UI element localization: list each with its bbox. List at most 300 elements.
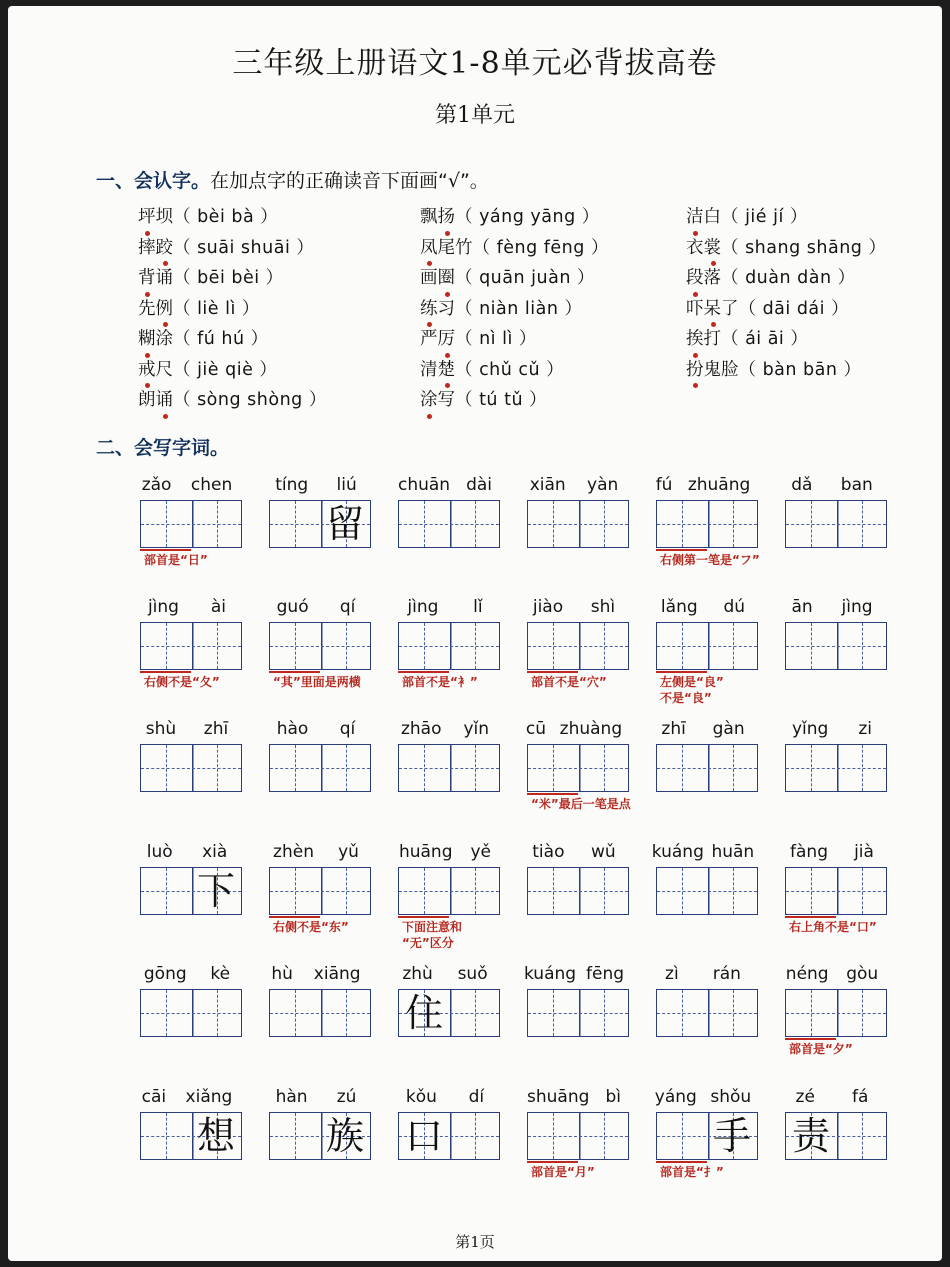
- word-item: [390, 961, 500, 1081]
- hint-note: [144, 552, 208, 568]
- pinyin-syllable: dài: [466, 475, 492, 495]
- word-item: [648, 839, 758, 959]
- writing-box[interactable]: [657, 623, 707, 668]
- pinyin-syllable: zhāo: [400, 719, 442, 739]
- writing-box[interactable]: [191, 1113, 241, 1158]
- pinyin-syllable: jìng: [841, 597, 873, 617]
- hint-line: “米”最后一笔是点: [531, 797, 631, 811]
- writing-box-pair[interactable]: [785, 622, 887, 670]
- writing-box[interactable]: [141, 745, 191, 790]
- hint-underline: [656, 671, 707, 673]
- writing-box[interactable]: [786, 623, 836, 668]
- pinyin-options[interactable]: （ fèng fēng ）: [472, 237, 609, 258]
- writing-box[interactable]: [657, 1113, 707, 1158]
- word-item: [132, 472, 242, 592]
- hint-underline: [656, 1161, 707, 1163]
- pinyin-syllable: xià: [202, 842, 228, 862]
- writing-box[interactable]: [270, 501, 320, 546]
- writing-row: [132, 716, 902, 836]
- writing-box[interactable]: [528, 745, 578, 790]
- pinyin-syllable: shì: [590, 597, 616, 617]
- given-character: 口: [404, 1113, 443, 1158]
- pinyin-options[interactable]: （ tú tǔ ）: [455, 390, 548, 410]
- pinyin-label: [648, 839, 758, 865]
- pinyin-syllable: hù: [271, 964, 293, 984]
- reading-item: [138, 324, 327, 355]
- pinyin-syllable: zhù: [402, 964, 433, 984]
- writing-box[interactable]: [399, 745, 449, 790]
- section-2-heading: [96, 433, 229, 460]
- writing-box-pair[interactable]: [398, 1112, 500, 1160]
- pinyin-options[interactable]: （ suāi shuāi ）: [173, 237, 315, 258]
- word-item: [261, 961, 371, 1081]
- writing-box[interactable]: [191, 990, 241, 1035]
- writing-box[interactable]: [836, 623, 886, 668]
- hint-underline: [785, 1038, 836, 1040]
- word-item: [390, 472, 500, 592]
- reading-word: 吓呆了: [686, 294, 739, 325]
- writing-box[interactable]: [320, 745, 370, 790]
- reading-item: [420, 385, 609, 416]
- writing-box[interactable]: [449, 868, 499, 913]
- pinyin-syllable: huān: [711, 842, 755, 862]
- word-item: [519, 594, 629, 714]
- writing-box-pair[interactable]: [398, 744, 500, 792]
- hint-line: 右侧不是“东”: [273, 920, 349, 934]
- writing-row: [132, 961, 902, 1081]
- hint-underline: [785, 916, 836, 918]
- writing-box[interactable]: [707, 990, 757, 1035]
- writing-box[interactable]: [578, 745, 628, 790]
- word-item: [777, 961, 887, 1081]
- writing-box[interactable]: [786, 745, 836, 790]
- writing-box[interactable]: [141, 501, 191, 546]
- reading-word: 先例: [138, 294, 173, 325]
- writing-row: [132, 594, 902, 714]
- word-item: [390, 716, 500, 836]
- hint-note: [531, 796, 631, 812]
- pinyin-label: [648, 472, 758, 498]
- word-item: [777, 839, 887, 959]
- reading-word: 摔跤: [138, 233, 173, 264]
- writing-box[interactable]: [578, 623, 628, 668]
- writing-box-pair[interactable]: [269, 867, 371, 915]
- pinyin-label: [390, 961, 500, 987]
- word-item: [519, 961, 629, 1081]
- hint-underline: [656, 549, 707, 551]
- hint-note: [660, 674, 724, 706]
- writing-box[interactable]: [786, 1113, 836, 1158]
- pinyin-syllable: luò: [146, 842, 173, 862]
- writing-box[interactable]: [270, 1113, 320, 1158]
- word-item: [132, 1084, 242, 1204]
- pinyin-syllable: shǒu: [710, 1087, 752, 1107]
- writing-box-pair[interactable]: [398, 622, 500, 670]
- writing-box-pair[interactable]: [140, 744, 242, 792]
- writing-box[interactable]: [528, 623, 578, 668]
- pinyin-options[interactable]: （ dāi dái ）: [738, 298, 850, 319]
- writing-box[interactable]: [707, 623, 757, 668]
- pinyin-label: [648, 1084, 758, 1110]
- pinyin-syllable: yáng: [654, 1087, 697, 1107]
- writing-box-pair[interactable]: [656, 989, 758, 1037]
- pinyin-options[interactable]: （ chǔ cǔ ）: [455, 359, 565, 380]
- pinyin-syllable: lǐ: [473, 597, 483, 617]
- writing-box[interactable]: [707, 745, 757, 790]
- writing-box[interactable]: [191, 623, 241, 668]
- writing-box-pair[interactable]: [656, 1112, 758, 1160]
- writing-box[interactable]: [707, 868, 757, 913]
- reading-word: 衣裳: [686, 233, 721, 264]
- emphasis-dot-icon: [163, 414, 168, 419]
- pinyin-syllable: huāng: [398, 842, 453, 862]
- pinyin-syllable: dú: [723, 597, 746, 617]
- pinyin-syllable: zì: [665, 964, 679, 984]
- pinyin-syllable: guó: [276, 597, 309, 617]
- writing-box[interactable]: [191, 501, 241, 546]
- pinyin-label: [777, 1084, 887, 1110]
- pinyin-options[interactable]: （ quān juàn ）: [455, 268, 595, 288]
- writing-box[interactable]: [786, 501, 836, 546]
- word-item: [132, 716, 242, 836]
- pinyin-options[interactable]: （ jiè qiè ）: [173, 359, 278, 380]
- hint-underline: [269, 671, 320, 673]
- hint-note: [273, 919, 349, 935]
- writing-box-pair[interactable]: [140, 1112, 242, 1160]
- pinyin-syllable: lǎng: [660, 597, 698, 617]
- writing-box[interactable]: [270, 868, 320, 913]
- writing-box[interactable]: [399, 1113, 449, 1158]
- writing-box-pair[interactable]: [269, 1112, 371, 1160]
- pinyin-label: [648, 961, 758, 987]
- writing-box[interactable]: [141, 623, 191, 668]
- reading-item: [138, 263, 327, 294]
- writing-box[interactable]: [836, 501, 886, 546]
- writing-box[interactable]: [320, 1113, 370, 1158]
- pinyin-label: [390, 472, 500, 498]
- writing-box-pair[interactable]: [527, 744, 629, 792]
- writing-box[interactable]: [320, 501, 370, 546]
- writing-box-pair[interactable]: [785, 867, 887, 915]
- worksheet-title: 三年级上册语文1-8单元必背拔高卷: [232, 46, 718, 81]
- writing-box-pair[interactable]: [785, 500, 887, 548]
- pinyin-syllable: yǐng: [791, 719, 829, 739]
- writing-box[interactable]: [657, 745, 707, 790]
- writing-box[interactable]: [191, 745, 241, 790]
- writing-box-pair[interactable]: [785, 744, 887, 792]
- pinyin-options[interactable]: （ niàn liàn ）: [455, 298, 583, 319]
- writing-box-pair[interactable]: [527, 867, 629, 915]
- pinyin-syllable: zi: [858, 719, 872, 739]
- word-item: [390, 1084, 500, 1204]
- reading-item: [420, 294, 609, 325]
- pinyin-syllable: chen: [190, 475, 233, 495]
- word-item: [777, 716, 887, 836]
- pinyin-options[interactable]: （ nì lì ）: [455, 329, 537, 349]
- pinyin-options[interactable]: （ sòng shòng ）: [173, 390, 327, 410]
- reading-item: [686, 202, 886, 233]
- pinyin-syllable: xiāng: [313, 964, 361, 984]
- writing-box[interactable]: [578, 990, 628, 1035]
- word-item: [519, 716, 629, 836]
- pinyin-label: [132, 1084, 242, 1110]
- writing-box[interactable]: [786, 868, 836, 913]
- writing-box-pair[interactable]: [269, 744, 371, 792]
- hint-line: “其”里面是两横: [273, 675, 361, 689]
- pinyin-options[interactable]: （ bàn bān ）: [738, 359, 862, 380]
- pinyin-options[interactable]: （ ái āi ）: [721, 329, 809, 349]
- writing-box[interactable]: [707, 501, 757, 546]
- pinyin-label: [390, 716, 500, 742]
- pinyin-label: [519, 716, 629, 742]
- pinyin-syllable: yě: [470, 842, 491, 862]
- hint-underline: [398, 916, 449, 918]
- word-item: [519, 839, 629, 959]
- given-character: 下: [196, 868, 235, 913]
- reading-column-2: [420, 202, 609, 416]
- writing-box-pair[interactable]: [527, 989, 629, 1037]
- hint-note: [402, 919, 462, 951]
- section-1-instruction: 在加点字的正确读音下面画“√”。: [210, 170, 489, 192]
- given-character: 族: [325, 1113, 364, 1158]
- writing-box-pair[interactable]: [656, 867, 758, 915]
- given-character: 留: [325, 501, 364, 546]
- writing-box-pair[interactable]: [140, 500, 242, 548]
- hint-note: [789, 1041, 853, 1057]
- word-item: [777, 594, 887, 714]
- reading-item: [686, 233, 886, 264]
- word-item: [132, 839, 242, 959]
- writing-box[interactable]: [399, 501, 449, 546]
- writing-box-pair[interactable]: [656, 744, 758, 792]
- reading-word: 洁白: [686, 202, 721, 233]
- writing-box[interactable]: [399, 990, 449, 1035]
- pinyin-syllable: zǎo: [141, 475, 172, 495]
- hint-underline: [140, 549, 191, 551]
- writing-box[interactable]: [707, 1113, 757, 1158]
- word-item: [261, 1084, 371, 1204]
- hint-note: [531, 674, 607, 690]
- pinyin-label: [648, 716, 758, 742]
- pinyin-options[interactable]: （ bèi bà ）: [173, 207, 279, 227]
- writing-box[interactable]: [320, 868, 370, 913]
- pinyin-label: [261, 594, 371, 620]
- pinyin-syllable: zé: [795, 1087, 815, 1107]
- hint-note: [273, 674, 361, 690]
- writing-box-pair[interactable]: [656, 500, 758, 548]
- given-character: 想: [196, 1113, 235, 1158]
- reading-word: 朗诵: [138, 385, 173, 416]
- pinyin-label: [390, 839, 500, 865]
- writing-box-pair[interactable]: [269, 500, 371, 548]
- reading-table: [138, 202, 898, 422]
- writing-box[interactable]: [270, 623, 320, 668]
- pinyin-syllable: cū: [525, 719, 546, 739]
- writing-box-pair[interactable]: [269, 622, 371, 670]
- pinyin-syllable: yǐn: [463, 719, 490, 739]
- writing-box[interactable]: [399, 623, 449, 668]
- pinyin-syllable: gàn: [712, 719, 745, 739]
- hint-note: [789, 919, 877, 935]
- writing-box[interactable]: [449, 990, 499, 1035]
- writing-box[interactable]: [657, 990, 707, 1035]
- pinyin-syllable: qí: [339, 597, 356, 617]
- writing-box[interactable]: [528, 868, 578, 913]
- pinyin-syllable: zhuāng: [687, 475, 751, 495]
- pinyin-syllable: wǔ: [591, 842, 616, 862]
- pinyin-syllable: kè: [210, 964, 231, 984]
- hint-line: 部首是“夕”: [789, 1042, 853, 1056]
- reading-word: 清楚: [420, 355, 455, 386]
- writing-box[interactable]: [836, 868, 886, 913]
- word-item: [519, 472, 629, 592]
- pinyin-syllable: gòu: [846, 964, 879, 984]
- writing-box-pair[interactable]: [527, 1112, 629, 1160]
- pinyin-syllable: qí: [339, 719, 356, 739]
- writing-box[interactable]: [578, 868, 628, 913]
- writing-box[interactable]: [528, 501, 578, 546]
- writing-box[interactable]: [320, 623, 370, 668]
- writing-box[interactable]: [270, 990, 320, 1035]
- pinyin-label: [519, 961, 629, 987]
- pinyin-syllable: jìng: [407, 597, 439, 617]
- hint-note: [402, 674, 478, 690]
- unit-heading: 第1单元: [435, 103, 515, 128]
- writing-box[interactable]: [449, 1113, 499, 1158]
- pinyin-options[interactable]: （ shang shāng ）: [721, 237, 887, 258]
- reading-word: 糊涂: [138, 324, 173, 355]
- writing-box[interactable]: [528, 990, 578, 1035]
- pinyin-syllable: rán: [712, 964, 741, 984]
- pinyin-label: [132, 594, 242, 620]
- pinyin-syllable: suǒ: [457, 964, 488, 984]
- writing-box-pair[interactable]: [140, 989, 242, 1037]
- reading-word: 扮鬼脸: [686, 355, 739, 386]
- hint-line: 部首是“月”: [531, 1165, 595, 1179]
- hint-line: 不是“良”: [660, 691, 712, 705]
- reading-item: [138, 233, 327, 264]
- reading-item: [686, 324, 886, 355]
- pinyin-syllable: hào: [276, 719, 309, 739]
- writing-box-pair[interactable]: [140, 622, 242, 670]
- pinyin-syllable: kuáng: [523, 964, 577, 984]
- writing-box[interactable]: [141, 1113, 191, 1158]
- writing-box[interactable]: [449, 501, 499, 546]
- writing-box[interactable]: [399, 868, 449, 913]
- writing-box[interactable]: [449, 623, 499, 668]
- pinyin-syllable: jìng: [147, 597, 179, 617]
- pinyin-syllable: cāi: [141, 1087, 167, 1107]
- writing-box[interactable]: [528, 1113, 578, 1158]
- writing-box-pair[interactable]: [527, 500, 629, 548]
- writing-box[interactable]: [786, 990, 836, 1035]
- writing-box[interactable]: [836, 745, 886, 790]
- writing-box[interactable]: [836, 1113, 886, 1158]
- word-item: [132, 961, 242, 1081]
- pinyin-syllable: fú: [655, 475, 673, 495]
- reading-word: 凤尾竹: [420, 233, 473, 264]
- writing-box[interactable]: [578, 1113, 628, 1158]
- pinyin-label: [132, 472, 242, 498]
- reading-item: [138, 385, 327, 416]
- pinyin-label: [777, 839, 887, 865]
- pinyin-options[interactable]: （ duàn dàn ）: [721, 268, 856, 288]
- pinyin-syllable: hàn: [275, 1087, 308, 1107]
- writing-box[interactable]: [270, 745, 320, 790]
- writing-box[interactable]: [141, 990, 191, 1035]
- writing-box-pair[interactable]: [398, 867, 500, 915]
- pinyin-syllable: shuāng: [527, 1087, 590, 1107]
- pinyin-label: [390, 1084, 500, 1110]
- writing-box[interactable]: [836, 990, 886, 1035]
- writing-row: [132, 839, 902, 959]
- writing-box-pair[interactable]: [527, 622, 629, 670]
- pinyin-label: [261, 839, 371, 865]
- pinyin-options[interactable]: （ bēi bèi ）: [173, 268, 284, 288]
- writing-box[interactable]: [449, 745, 499, 790]
- section-1-label: 一、会认字。: [96, 170, 211, 192]
- pinyin-syllable: ān: [791, 597, 813, 617]
- writing-box-pair[interactable]: [398, 500, 500, 548]
- pinyin-label: [519, 472, 629, 498]
- writing-box-pair[interactable]: [398, 989, 500, 1037]
- writing-box[interactable]: [141, 868, 191, 913]
- writing-box[interactable]: [191, 868, 241, 913]
- word-item: [261, 839, 371, 959]
- reading-word: 挨打: [686, 324, 721, 355]
- writing-box-pair[interactable]: [140, 867, 242, 915]
- pinyin-label: [261, 472, 371, 498]
- hint-underline: [527, 793, 578, 795]
- section-1-heading: [96, 166, 489, 193]
- pinyin-label: [132, 716, 242, 742]
- hint-note: [660, 552, 760, 568]
- pinyin-syllable: tíng: [275, 475, 309, 495]
- pinyin-syllable: dí: [468, 1087, 485, 1107]
- pinyin-syllable: xiǎng: [185, 1087, 233, 1107]
- writing-box[interactable]: [578, 501, 628, 546]
- pinyin-options[interactable]: （ yáng yāng ）: [455, 207, 600, 227]
- reading-word: 坪坝: [138, 202, 173, 233]
- hint-note: [531, 1164, 595, 1180]
- pinyin-syllable: ban: [840, 475, 873, 495]
- pinyin-options[interactable]: （ jié jí ）: [721, 207, 808, 227]
- writing-box[interactable]: [657, 501, 707, 546]
- section-2-label: 二、会写字词。: [96, 437, 230, 459]
- given-character: 手: [712, 1113, 751, 1158]
- pinyin-syllable: néng: [785, 964, 829, 984]
- writing-box[interactable]: [320, 990, 370, 1035]
- word-item: [261, 716, 371, 836]
- pinyin-options[interactable]: （ fú hú ）: [173, 329, 269, 349]
- pinyin-label: [519, 594, 629, 620]
- pinyin-label: [132, 961, 242, 987]
- pinyin-label: [648, 594, 758, 620]
- word-item: [390, 839, 500, 959]
- pinyin-syllable: fàng: [790, 842, 828, 862]
- pinyin-syllable: bì: [605, 1087, 621, 1107]
- reading-item: [420, 202, 609, 233]
- writing-box-pair[interactable]: [785, 1112, 887, 1160]
- pinyin-label: [132, 839, 242, 865]
- reading-item: [420, 233, 609, 264]
- writing-box-pair[interactable]: [785, 989, 887, 1037]
- writing-box-pair[interactable]: [656, 622, 758, 670]
- writing-box[interactable]: [657, 868, 707, 913]
- writing-box-pair[interactable]: [269, 989, 371, 1037]
- pinyin-syllable: zhī: [203, 719, 229, 739]
- pinyin-options[interactable]: （ liè lì ）: [173, 298, 260, 319]
